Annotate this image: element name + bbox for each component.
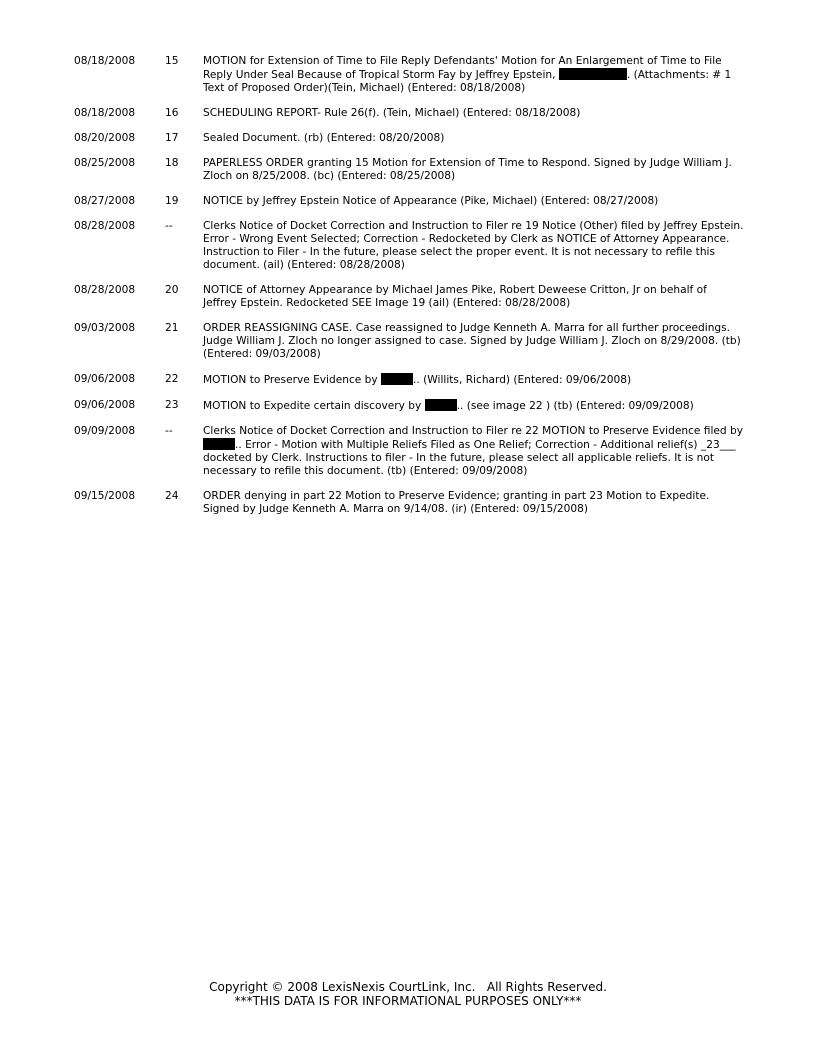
entry-number: 21 <box>165 322 179 334</box>
entry-date: 08/20/2008 <box>74 132 136 144</box>
docket-entry-row <box>74 195 744 208</box>
entry-number: 15 <box>165 55 179 67</box>
docket-entry-row <box>74 132 744 145</box>
docket-entry-row <box>74 220 744 272</box>
entry-date: 09/09/2008 <box>74 425 136 437</box>
docket-entry-row <box>74 157 744 183</box>
entry-date: 09/15/2008 <box>74 490 136 502</box>
entry-text: SCHEDULING REPORT- Rule 26(f). (Tein, Michael) (Entered: 08/18/2008) <box>203 107 581 119</box>
entry-text: NOTICE by Jeffrey Epstein Notice of Appearance (Pike, Michael) (Entered: 08/27/2008) <box>203 195 659 207</box>
entry-description <box>203 399 744 413</box>
entry-description <box>203 284 744 310</box>
entry-number: 22 <box>165 373 179 385</box>
entry-description <box>203 132 744 145</box>
docket-entries-list <box>74 55 744 528</box>
entry-date: 08/28/2008 <box>74 220 136 232</box>
entry-date: 09/03/2008 <box>74 322 136 334</box>
entry-text: MOTION to Preserve Evidence by <box>203 374 382 386</box>
redaction-box <box>381 373 413 385</box>
entry-text: ORDER denying in part 22 Motion to Preserve Evidence; granting in part 23 Motion to Expedite. Signed by Judge Kenneth A. Marra on 9/14/08. (ir) (Entered: 09/15/2008) <box>203 490 710 515</box>
entry-number: 18 <box>165 157 179 169</box>
docket-entry-row <box>74 107 744 120</box>
entry-text: . (Attachments: # 1 Text of Proposed Order)(Tein, Michael) (Entered: 08/18/2008) <box>203 69 732 94</box>
entry-text: .. Error - Motion with Multiple Reliefs Filed as One Relief; Correction - Additional relief(s) _23___ docketed by Clerk. Instructions to filer - In the future, please select all applicable reliefs. It is not necessary to refile this document. (tb) (Entered: 09/09/2008) <box>203 439 736 477</box>
redaction-box <box>559 68 627 80</box>
page-footer <box>0 980 816 1008</box>
entry-text: NOTICE of Attorney Appearance by Michael James Pike, Robert Deweese Critton, Jr on behalf of Jeffrey Epstein. Redocketed SEE Image 19 (ail) (Entered: 08/28/2008) <box>203 284 707 309</box>
redaction-box <box>425 399 457 411</box>
entry-date: 09/06/2008 <box>74 399 136 411</box>
entry-text: .. (see image 22 ) (tb) (Entered: 09/09/2008) <box>456 400 694 412</box>
entry-text: Clerks Notice of Docket Correction and Instruction to Filer re 22 MOTION to Preserve Evidence filed by <box>203 425 744 437</box>
entry-text: MOTION for Extension of Time to File Reply Defendants' Motion for An Enlargement of Time to File Reply Under Seal Because of Tropical Storm Fay by Jeffrey Epstein, <box>203 55 722 81</box>
entry-number: 23 <box>165 399 179 411</box>
docket-entry-row <box>74 490 744 516</box>
copyright-notice: Copyright © 2008 LexisNexis CourtLink, Inc. All Rights Reserved. <box>209 980 607 994</box>
entry-text: Sealed Document. (rb) (Entered: 08/20/2008) <box>203 132 445 144</box>
entry-text: MOTION to Expedite certain discovery by <box>203 400 425 412</box>
entry-number: 20 <box>165 284 179 296</box>
entry-date: 09/06/2008 <box>74 373 136 385</box>
docket-entry-row <box>74 373 744 387</box>
entry-description <box>203 220 744 272</box>
entry-description <box>203 322 744 361</box>
entry-description <box>203 157 744 183</box>
entry-description <box>203 195 744 208</box>
entry-number: 24 <box>165 490 179 502</box>
entry-date: 08/27/2008 <box>74 195 136 207</box>
docket-entry-row <box>74 425 744 478</box>
entry-description <box>203 490 744 516</box>
entry-text: .. (Willits, Richard) (Entered: 09/06/2008) <box>413 374 632 386</box>
docket-entry-row <box>74 399 744 413</box>
entry-date: 08/28/2008 <box>74 284 136 296</box>
entry-text: PAPERLESS ORDER granting 15 Motion for Extension of Time to Respond. Signed by Judge William J. Zloch on 8/25/2008. (bc) (Entered: 08/25/2008) <box>203 157 732 182</box>
entry-number: -- <box>165 425 173 437</box>
entry-date: 08/18/2008 <box>74 107 136 119</box>
entry-number: -- <box>165 220 173 232</box>
redaction-box <box>203 438 235 450</box>
entry-number: 16 <box>165 107 179 119</box>
entry-text: Clerks Notice of Docket Correction and Instruction to Filer re 19 Notice (Other) filed by Jeffrey Epstein. Error - Wrong Event Selected; Correction - Redocketed by Clerk as NOTICE of Attorney Appearance. Instruction to Filer - In the future, please select the proper event. It is not necessary to refile this document. (ail) (Entered: 08/28/2008) <box>203 220 744 271</box>
entry-number: 17 <box>165 132 179 144</box>
entry-description <box>203 373 744 387</box>
entry-description <box>203 107 744 120</box>
docket-entry-row <box>74 55 744 95</box>
docket-entry-row <box>74 284 744 310</box>
entry-date: 08/18/2008 <box>74 55 136 67</box>
docket-entry-row <box>74 322 744 361</box>
entry-description <box>203 425 744 478</box>
entry-text: ORDER REASSIGNING CASE. Case reassigned to Judge Kenneth A. Marra for all further proceedings. Judge William J. Zloch no longer assigned to case. Signed by Judge William J. Zloch on 8/29/2008. (tb) (Entered: 09/03/2008) <box>203 322 741 360</box>
entry-description <box>203 55 744 95</box>
informational-disclaimer: ***THIS DATA IS FOR INFORMATIONAL PURPOSES ONLY*** <box>234 994 582 1008</box>
entry-date: 08/25/2008 <box>74 157 136 169</box>
entry-number: 19 <box>165 195 179 207</box>
